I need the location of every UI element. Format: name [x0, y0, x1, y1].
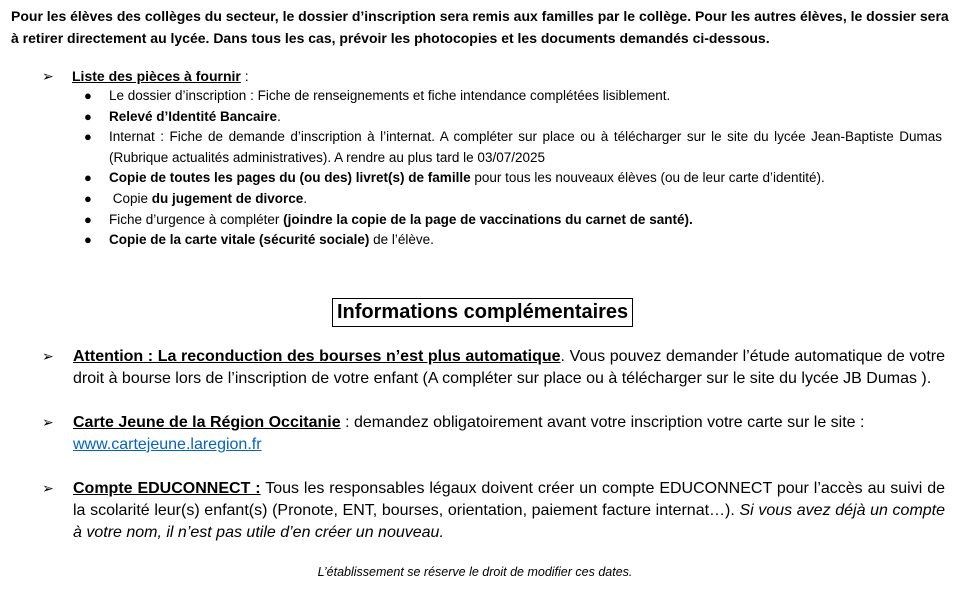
item-text: de l’élève.: [369, 232, 434, 248]
attention-block: [42, 346, 945, 390]
item-text: Internat : Fiche de demande d’inscription à l’internat. A compléter sur place ou à télécharger sur le site du lycée Jean-Baptiste Dumas (Rubrique actualités administratives). A rendre au plus tard le 03/07/2025: [109, 129, 942, 165]
item-bold: (joindre la copie de la page de vaccinations du carnet de santé).: [283, 211, 693, 227]
arrow-bullet-icon: ➢: [42, 348, 54, 364]
item-text: .: [303, 190, 308, 206]
intro-paragraph: Pour les élèves des collèges du secteur, le dossier d’inscription sera remis aux familles par le collège. Pour les autres élèves, le dossier sera à retirer directement au lycée. Dans tous les cas, prévoir les photocopies et les documents demandés ci-dessous.: [11, 8, 949, 46]
round-bullet-icon: ●: [84, 232, 92, 248]
list-item: [84, 86, 942, 107]
list-item: [84, 210, 942, 231]
round-bullet-icon: ●: [84, 129, 92, 145]
arrow-bullet-icon: ➢: [42, 68, 54, 84]
footer-note: L’établissement se réserve le droit de modifier ces dates.: [317, 565, 633, 579]
item-bold: Relevé d’Identité Bancaire: [109, 108, 278, 124]
item-bold: Copie de toutes les pages du (ou des) livret(s) de famille: [109, 170, 471, 186]
list-item: [84, 107, 942, 128]
attention-heading: Attention : La reconduction des bourses n’est plus automatique: [73, 348, 561, 365]
item-text: pour tous les nouveaux élèves (ou de leur carte d’identité).: [470, 170, 825, 186]
carte-jeune-block: [42, 412, 945, 456]
round-bullet-icon: ●: [84, 88, 92, 103]
list-item: [84, 230, 942, 251]
carte-jeune-link[interactable]: www.cartejeune.laregion.fr: [73, 436, 262, 453]
round-bullet-icon: ●: [84, 170, 92, 186]
carte-jeune-heading: Carte Jeune de la Région Occitanie: [73, 414, 341, 431]
educonnect-block: [42, 478, 945, 544]
arrow-bullet-icon: ➢: [42, 414, 54, 430]
item-text: Le dossier d’inscription : Fiche de renseignements et fiche intendance complétées lisiblement.: [109, 88, 671, 103]
section-title: Informations complémentaires: [332, 298, 633, 327]
round-bullet-icon: ●: [84, 211, 92, 227]
item-pre: Copie: [109, 190, 152, 206]
list-item: [84, 168, 942, 189]
pieces-list: [84, 86, 942, 251]
educonnect-heading: Compte EDUCONNECT :: [73, 480, 261, 497]
item-bold: Copie de la carte vitale (sécurité sociale): [109, 232, 370, 248]
item-pre: Fiche d’urgence à compléter: [109, 211, 284, 227]
pieces-section: [42, 66, 942, 248]
item-bold: du jugement de divorce: [151, 190, 304, 206]
item-text: .: [277, 108, 281, 124]
round-bullet-icon: ●: [84, 108, 92, 124]
pieces-title: Liste des pièces à fournir: [72, 68, 241, 84]
educonnect-italic-note: Si vous avez déjà un compte à votre nom, il n’est pas utile d’en créer un nouveau.: [73, 502, 946, 541]
list-item: [84, 189, 942, 210]
arrow-bullet-icon: ➢: [42, 480, 54, 496]
round-bullet-icon: ●: [84, 190, 92, 206]
attention-text: . Vous pouvez demander l’étude automatique de votre droit à bourse lors de l’inscription de votre enfant (A compléter sur place ou à télécharger sur le site du lycée JB Dumas ).: [73, 348, 945, 387]
educonnect-text: Tous les responsables légaux doivent créer un compte EDUCONNECT pour l’accès au suivi de la scolarité leur(s) enfant(s) (Pronote, ENT, bourses, orientation, paiement facture internat…).: [73, 480, 945, 519]
pieces-colon: :: [240, 68, 249, 84]
list-item: [84, 127, 942, 168]
carte-jeune-text: : demandez obligatoirement avant votre inscription votre carte sur le site :: [340, 414, 865, 431]
